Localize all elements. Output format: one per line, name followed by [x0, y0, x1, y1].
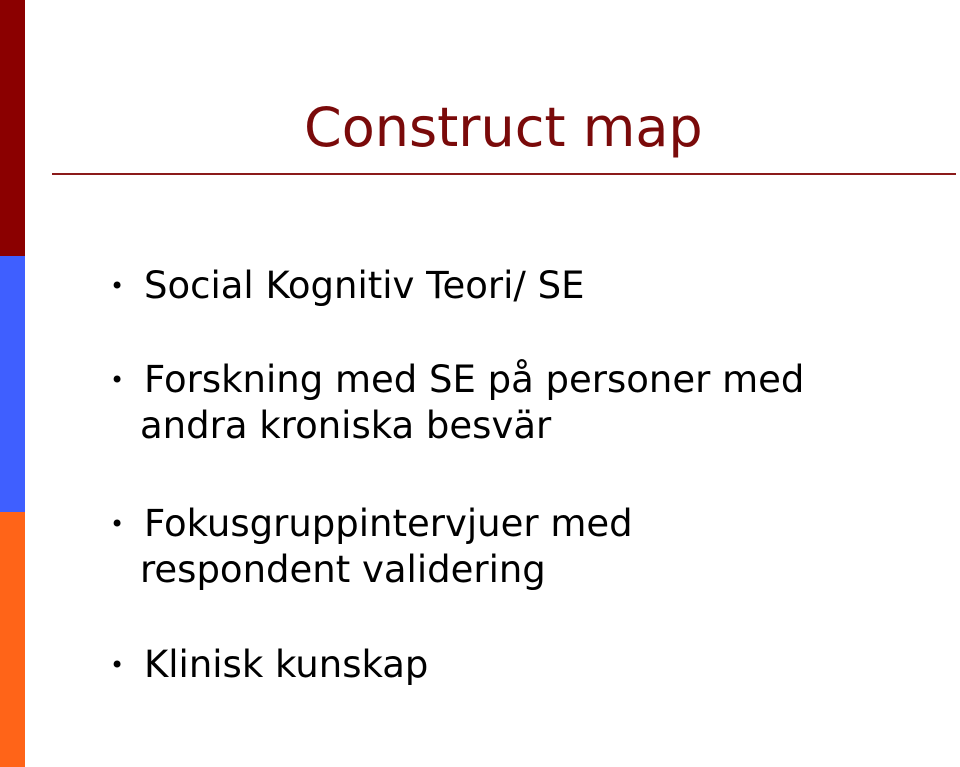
bullet-item-2	[110, 357, 910, 449]
side-bar-blue	[0, 256, 25, 512]
bullet-line-1: Social Kognitiv Teori/ SE	[144, 264, 585, 307]
bullet-text	[140, 501, 910, 593]
bullet-text	[140, 357, 910, 449]
bullet-item-4	[110, 642, 910, 688]
title-divider	[52, 173, 956, 175]
bullet-text	[144, 642, 910, 688]
bullet-dot-icon: •	[110, 366, 125, 394]
bullet-line-1: Klinisk kunskap	[144, 643, 429, 686]
bullet-line-2: andra kroniska besvär	[140, 404, 552, 447]
bullet-item-1	[110, 263, 910, 309]
slide-title: Construct map	[304, 96, 703, 159]
bullet-text	[144, 263, 910, 309]
bullet-line-1: Fokusgruppintervjuer med	[144, 502, 633, 545]
bullet-line-2: respondent validering	[140, 548, 546, 591]
bullet-item-3	[110, 501, 910, 593]
bullet-dot-icon: •	[110, 510, 125, 538]
side-bar-dark-red	[0, 0, 25, 256]
bullet-dot-icon: •	[110, 651, 125, 679]
side-bar-orange	[0, 512, 25, 767]
bullet-line-1: Forskning med SE på personer med	[144, 358, 805, 401]
bullet-dot-icon: •	[110, 272, 125, 300]
